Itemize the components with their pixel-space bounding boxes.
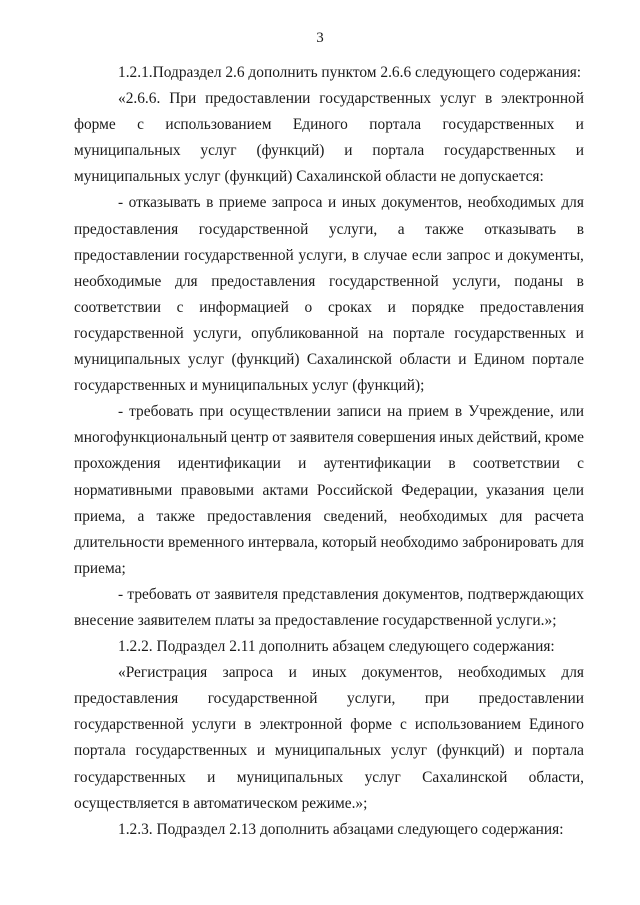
- word: о: [304, 298, 313, 316]
- word: совершения: [357, 429, 436, 447]
- word: и: [207, 768, 216, 786]
- word: правовыми: [180, 481, 254, 499]
- word: государственной: [74, 716, 184, 734]
- word: и: [575, 116, 584, 134]
- text-line: [74, 530, 584, 556]
- word: услуги,: [452, 272, 501, 290]
- word: для: [174, 272, 198, 290]
- word: также: [156, 507, 195, 525]
- word: заявителя: [214, 585, 279, 603]
- word: портале: [532, 351, 584, 369]
- word: услуги,: [328, 220, 378, 238]
- text-line: [74, 738, 584, 764]
- word: на: [368, 324, 384, 342]
- word: и: [514, 742, 523, 760]
- word: запроса: [271, 194, 323, 212]
- word: соответствии: [472, 455, 560, 473]
- word: портала: [74, 742, 126, 760]
- word: в: [244, 716, 252, 734]
- word: или: [559, 403, 584, 421]
- word: поданы: [514, 272, 564, 290]
- word: в: [448, 455, 456, 473]
- word: документов,: [382, 585, 464, 603]
- word: (функций): [256, 142, 325, 160]
- word: услуги,: [298, 246, 347, 264]
- word: предоставления: [74, 690, 179, 708]
- word: Едином: [473, 351, 525, 369]
- word: Единого: [292, 116, 348, 134]
- word: и: [298, 455, 307, 473]
- word: необходимые: [74, 272, 162, 290]
- word: и: [575, 142, 584, 160]
- text-line: 1.2.3. Подраздел 2.13 дополнить абзацами следующего содержания:: [118, 820, 564, 838]
- word: прохождения: [74, 455, 161, 473]
- word: Федерации,: [401, 481, 478, 499]
- word: забронировать: [462, 533, 558, 551]
- word: электронной: [501, 90, 584, 108]
- word: использованием: [165, 116, 272, 134]
- word: информацией: [199, 298, 289, 316]
- word: «2.6.6.: [118, 90, 161, 108]
- word: муниципальных: [74, 351, 181, 369]
- text-line: [74, 478, 584, 504]
- word: от: [195, 585, 211, 603]
- text-line: осуществляется в автоматическом режиме.»;: [74, 794, 368, 812]
- word: отказывать: [128, 194, 201, 212]
- text-line: [74, 269, 584, 295]
- word: иных: [341, 194, 377, 212]
- word: предоставления: [207, 507, 312, 525]
- word: документы,: [507, 246, 584, 264]
- word: государственных: [444, 142, 556, 160]
- word: требовать: [127, 585, 192, 603]
- word: государственных: [135, 742, 248, 760]
- word: и: [458, 351, 467, 369]
- word: услуги,: [193, 324, 242, 342]
- text-line: [74, 347, 584, 373]
- word: и: [575, 324, 584, 342]
- word: услуг: [187, 351, 225, 369]
- word: в: [351, 246, 359, 264]
- word: государственной: [329, 272, 439, 290]
- word: Сахалинской: [306, 351, 393, 369]
- text-line: приема;: [74, 559, 126, 577]
- word: иных: [312, 664, 347, 682]
- word: документов,: [362, 664, 443, 682]
- word: (функций): [436, 742, 505, 760]
- text-line: [74, 660, 584, 686]
- word: прием: [408, 403, 449, 421]
- word: услуги,: [347, 690, 396, 708]
- word: портала: [532, 742, 584, 760]
- text-line: муниципальных услуг (функций) Сахалинской области не допускается:: [74, 168, 544, 186]
- word: указания: [486, 481, 545, 499]
- word: от: [272, 429, 287, 447]
- word: При: [169, 90, 197, 108]
- word: Российской: [316, 481, 393, 499]
- word: -: [118, 585, 124, 603]
- word: (функций): [231, 351, 300, 369]
- word: государственной: [198, 220, 309, 238]
- word: который: [322, 533, 377, 551]
- text-line: [74, 686, 584, 712]
- word: также: [425, 220, 464, 238]
- word: предоставления: [479, 298, 584, 316]
- text-line: [74, 295, 584, 321]
- word: портала: [372, 142, 425, 160]
- word: опубликованной: [251, 324, 359, 342]
- text-line: [74, 712, 584, 738]
- word: запроса: [222, 664, 274, 682]
- word: с: [176, 298, 184, 316]
- word: а: [137, 507, 145, 525]
- word: услуг: [364, 768, 401, 786]
- word: и: [288, 664, 297, 682]
- word: портале: [392, 324, 445, 342]
- word: соответствии: [74, 298, 161, 316]
- text-line: [74, 504, 584, 530]
- word: -: [118, 403, 124, 421]
- word: приеме: [218, 194, 267, 212]
- document-body: [74, 60, 584, 843]
- word: требовать: [129, 403, 194, 421]
- word: предоставлении: [74, 246, 180, 264]
- word: случае: [363, 246, 408, 264]
- word: и: [344, 142, 353, 160]
- text-line: [74, 451, 584, 477]
- word: сведений,: [323, 507, 388, 525]
- word: центр: [230, 429, 269, 447]
- word: в: [206, 194, 214, 212]
- word: услуги: [191, 716, 237, 734]
- text-line: государственных и муниципальных услуг (функций);: [74, 377, 425, 395]
- word: запрос: [446, 246, 491, 264]
- word: области,: [528, 768, 584, 786]
- word: форме: [74, 116, 116, 134]
- word: услуг: [439, 90, 477, 108]
- word: муниципальных: [74, 142, 181, 160]
- word: государственной: [74, 324, 184, 342]
- word: расчета: [534, 507, 584, 525]
- word: необходимых: [457, 664, 547, 682]
- word: идентификации: [177, 455, 281, 473]
- word: необходимо: [380, 533, 459, 551]
- word: использованием: [414, 716, 521, 734]
- word: с: [137, 116, 144, 134]
- word: предоставлении: [478, 690, 584, 708]
- word: многофункциональный: [74, 429, 228, 447]
- text-line: [74, 86, 584, 112]
- text-line: [74, 582, 584, 608]
- word: муниципальных: [236, 768, 344, 786]
- word: государственных: [442, 116, 555, 134]
- word: в: [576, 220, 584, 238]
- word: Учреждение,: [468, 403, 554, 421]
- word: для: [561, 533, 584, 551]
- word: сроках: [327, 298, 372, 316]
- word: государственных: [454, 324, 567, 342]
- word: отказывать: [484, 220, 557, 238]
- word: области: [399, 351, 451, 369]
- word: на: [387, 403, 403, 421]
- text-line: [74, 112, 584, 138]
- text-line: [74, 243, 584, 269]
- word: временного: [167, 533, 245, 551]
- word: при: [199, 403, 224, 421]
- text-line: 1.2.1.Подраздел 2.6 дополнить пунктом 2.6.6 следующего содержания:: [118, 64, 582, 81]
- text-line: внесение заявителем платы за предоставление государственной услуги.»;: [74, 611, 557, 629]
- text-line: [74, 190, 584, 216]
- word: форме: [350, 716, 392, 734]
- word: и: [387, 298, 396, 316]
- word: интервала,: [248, 533, 319, 551]
- word: а: [397, 220, 405, 238]
- word: предоставления: [211, 272, 316, 290]
- word: и: [494, 246, 504, 264]
- word: в: [485, 90, 493, 108]
- word: действий,: [477, 429, 542, 447]
- word: необходимых: [467, 194, 556, 212]
- word: муниципальных: [274, 742, 382, 760]
- word: предоставлении: [205, 90, 311, 108]
- word: государственных: [74, 768, 186, 786]
- word: портала: [369, 116, 422, 134]
- word: «Регистрация: [118, 664, 208, 682]
- word: нормативными: [74, 481, 173, 499]
- page-number: 3: [316, 30, 324, 46]
- word: для: [499, 507, 523, 525]
- word: услуг: [390, 742, 428, 760]
- word: с: [399, 716, 407, 734]
- text-line: [74, 321, 584, 347]
- word: аутентификации: [323, 455, 432, 473]
- text-line: [74, 138, 584, 164]
- word: с: [577, 455, 584, 473]
- word: подтверждающих: [467, 585, 584, 603]
- text-line: [74, 425, 584, 451]
- word: кроме: [544, 429, 584, 447]
- text-line: [74, 765, 584, 791]
- word: государственных: [319, 90, 432, 108]
- word: цели: [553, 481, 584, 499]
- text-line: 1.2.2. Подраздел 2.11 дополнить абзацем следующего содержания:: [118, 638, 555, 656]
- word: записи: [336, 403, 382, 421]
- word: осуществлении: [229, 403, 331, 421]
- word: порядке: [411, 298, 465, 316]
- word: представления: [282, 585, 379, 603]
- word: государственной: [184, 246, 294, 264]
- word: электронной: [259, 716, 343, 734]
- word: актами: [262, 481, 309, 499]
- word: -: [118, 194, 124, 212]
- word: Сахалинской: [422, 768, 508, 786]
- word: для: [561, 194, 584, 212]
- text-line: [74, 217, 584, 243]
- word: иных: [439, 429, 474, 447]
- word: государственной: [207, 690, 318, 708]
- word: и: [327, 194, 337, 212]
- text-line: [74, 399, 584, 425]
- word: приема,: [74, 507, 126, 525]
- word: необходимых: [399, 507, 488, 525]
- word: заявителя: [289, 429, 354, 447]
- word: документов,: [381, 194, 463, 212]
- word: предоставления: [74, 220, 179, 238]
- word: при: [424, 690, 450, 708]
- word: в: [454, 403, 463, 421]
- word: Единого: [528, 716, 584, 734]
- word: если: [411, 246, 442, 264]
- word: и: [256, 742, 266, 760]
- word: длительности: [74, 533, 165, 551]
- word: в: [576, 272, 584, 290]
- word: услуг: [200, 142, 237, 160]
- word: для: [561, 664, 584, 682]
